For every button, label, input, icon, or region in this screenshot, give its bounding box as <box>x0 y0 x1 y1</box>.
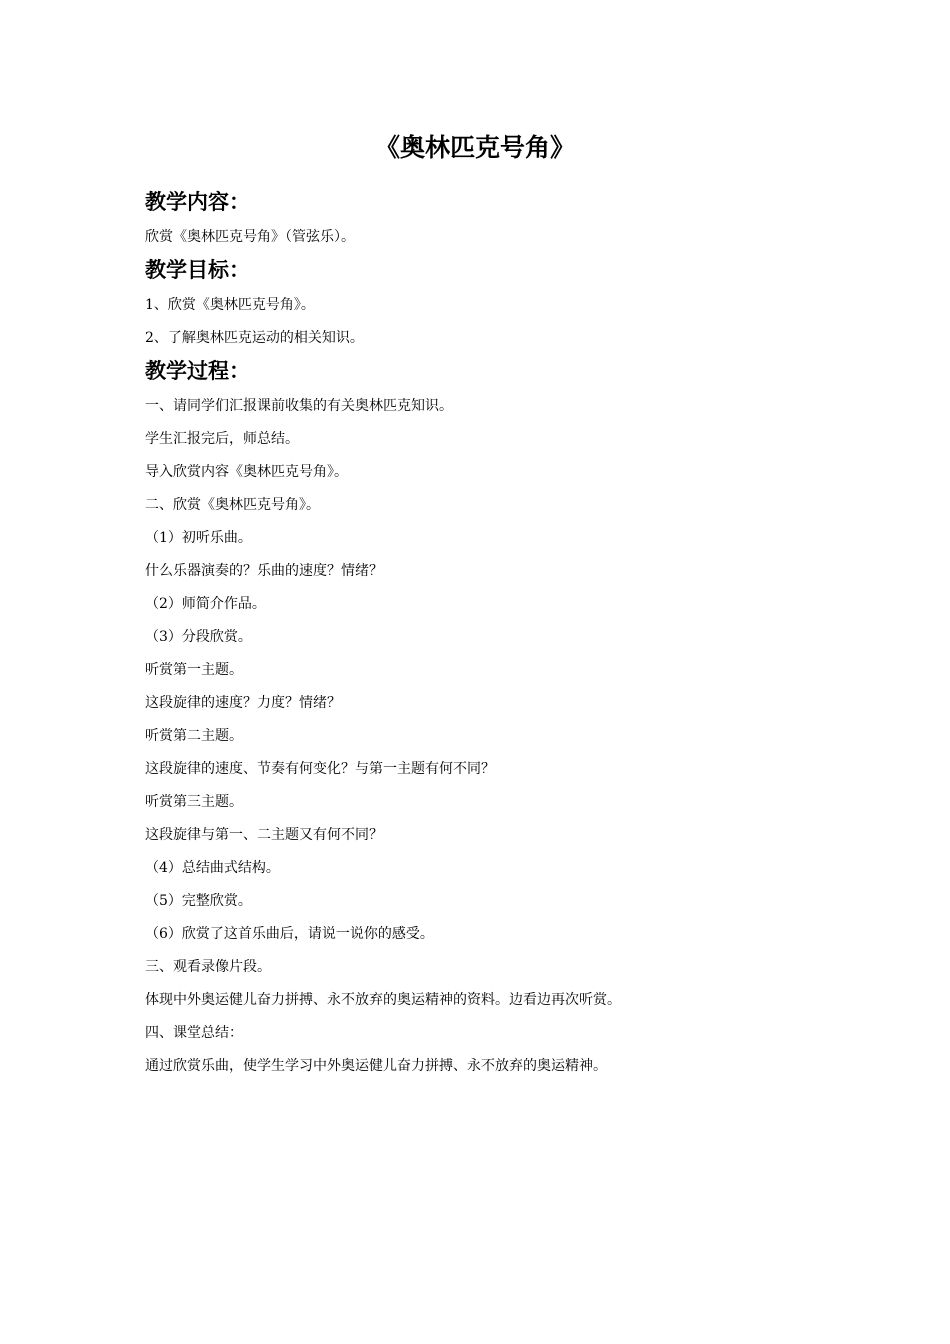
paragraph-line: 二、欣赏《奥林匹克号角》。 <box>145 497 320 513</box>
paragraph-line: 一、请同学们汇报课前收集的有关奥林匹克知识。 <box>145 398 453 414</box>
paragraph-line: 四、课堂总结： <box>145 1025 243 1041</box>
paragraph-line: 通过欣赏乐曲，使学生学习中外奥运健儿奋力拼搏、永不放弃的奥运精神。 <box>145 1058 607 1074</box>
paragraph-line: （2）师简介作品。 <box>145 596 266 612</box>
section-teaching-content <box>145 186 845 254</box>
paragraph-line: 学生汇报完后，师总结。 <box>145 431 299 447</box>
paragraph-line: 听赏第三主题。 <box>145 794 243 810</box>
paragraph-line: （6）欣赏了这首乐曲后，请说一说你的感受。 <box>145 926 434 942</box>
paragraph-line: 2、了解奥林匹克运动的相关知识。 <box>145 330 364 346</box>
paragraph-line: 听赏第二主题。 <box>145 728 243 744</box>
paragraph-line: （1）初听乐曲。 <box>145 530 252 546</box>
section-heading: 教学内容： <box>145 190 250 214</box>
section-heading: 教学过程： <box>145 359 250 383</box>
document-title: 《奥林匹克号角》 <box>374 133 575 162</box>
document-body <box>145 186 845 1083</box>
paragraph-line: 这段旋律的速度、节奏有何变化？与第一主题有何不同？ <box>145 761 495 777</box>
paragraph-line: 1、欣赏《奥林匹克号角》。 <box>145 297 315 313</box>
section-teaching-goals <box>145 254 845 355</box>
paragraph-line: 导入欣赏内容《奥林匹克号角》。 <box>145 464 348 480</box>
paragraph-line: （3）分段欣赏。 <box>145 629 252 645</box>
paragraph-line: 什么乐器演奏的？乐曲的速度？情绪？ <box>145 563 383 579</box>
section-heading: 教学目标： <box>145 258 250 282</box>
paragraph-line: 听赏第一主题。 <box>145 662 243 678</box>
paragraph-line: 这段旋律与第一、二主题又有何不同？ <box>145 827 383 843</box>
paragraph-line: 体现中外奥运健儿奋力拼搏、永不放弃的奥运精神的资料。边看边再次听赏。 <box>145 992 621 1008</box>
paragraph-line: 三、观看录像片段。 <box>145 959 271 975</box>
section-teaching-process <box>145 355 845 1083</box>
paragraph-line: 这段旋律的速度？力度？情绪？ <box>145 695 341 711</box>
paragraph-line: （5）完整欣赏。 <box>145 893 252 909</box>
paragraph-line: （4）总结曲式结构。 <box>145 860 280 876</box>
paragraph-line: 欣赏《奥林匹克号角》（管弦乐）。 <box>145 229 355 245</box>
